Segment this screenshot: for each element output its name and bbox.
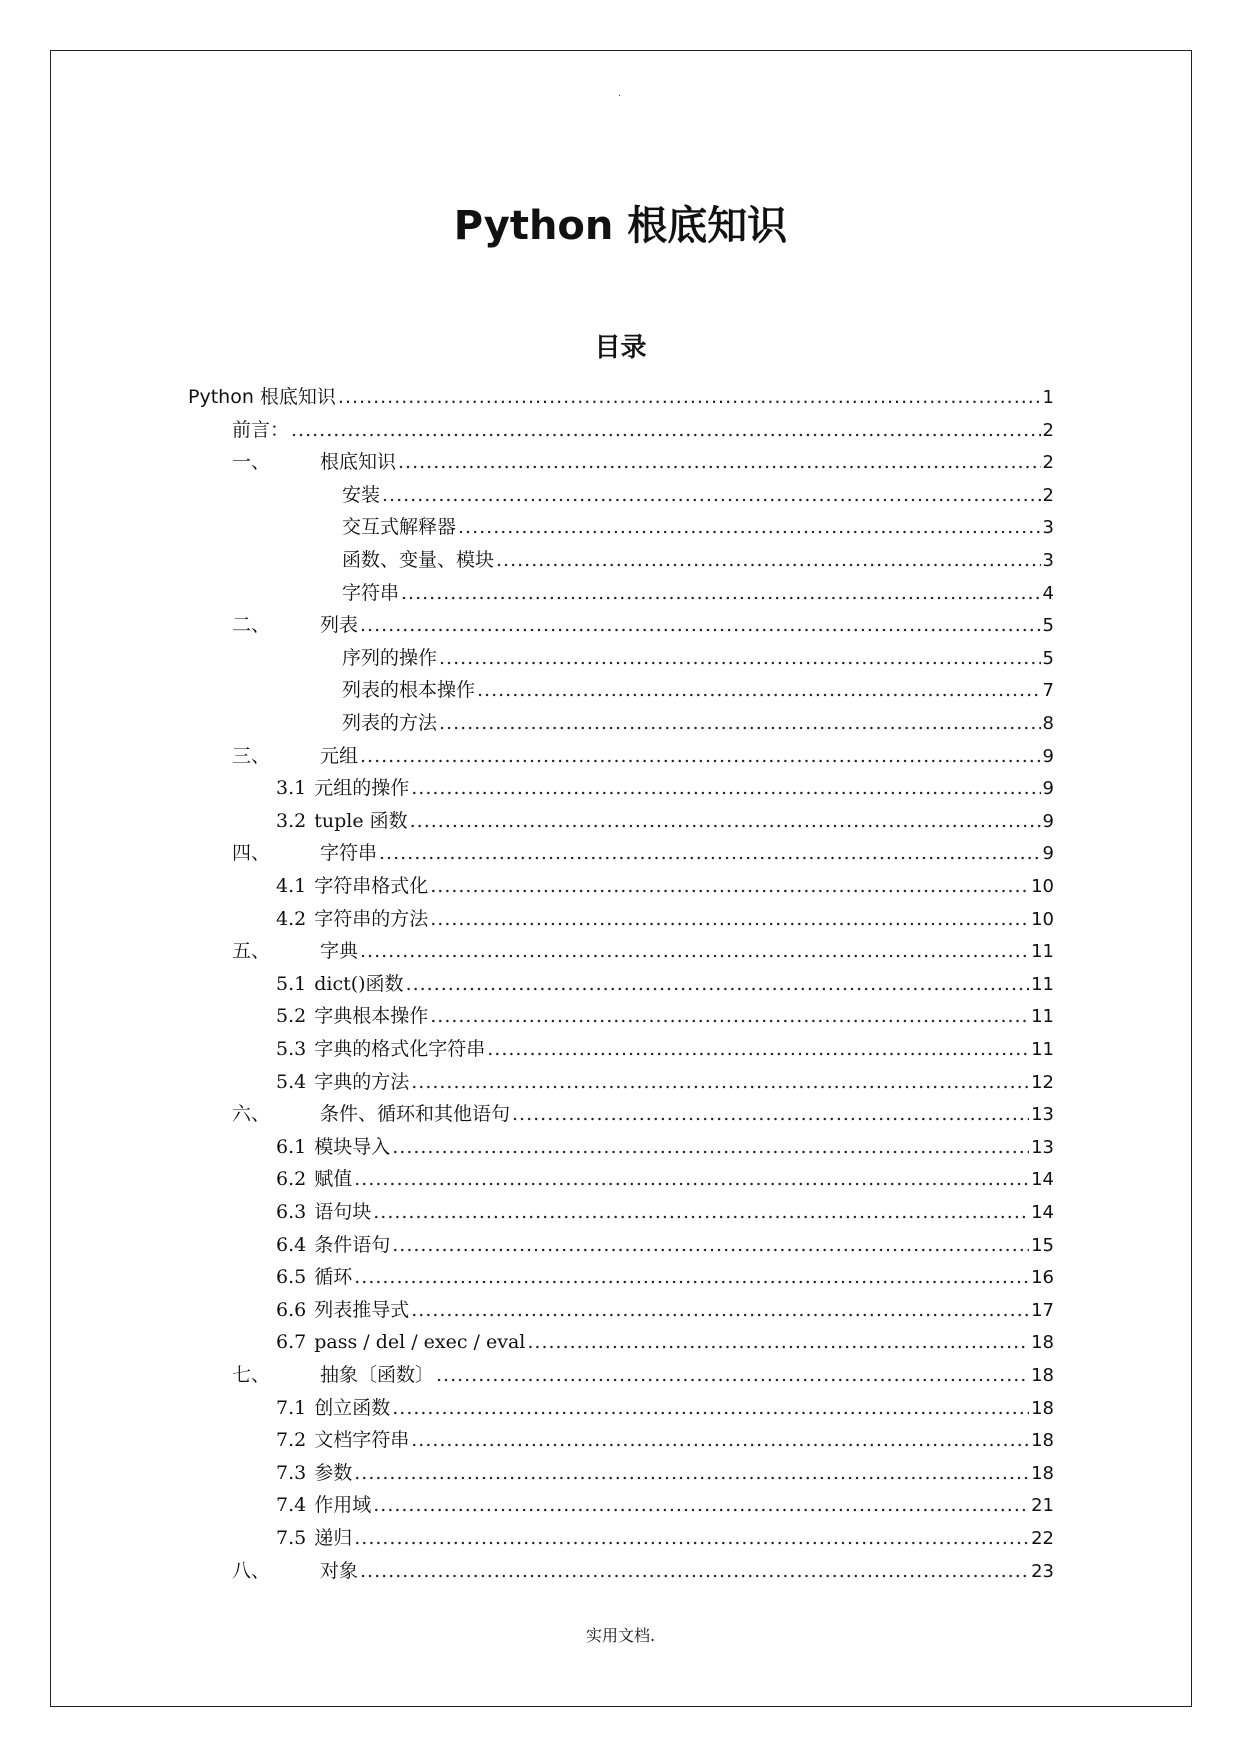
toc-entry-page-number: 18 [1031,1462,1054,1484]
toc-entry-number: 八、 [232,1559,271,1582]
toc-dot-leader [360,935,1029,967]
toc-dot-leader [410,805,1041,837]
toc-dot-leader [373,1196,1029,1228]
toc-entry-page-number: 23 [1031,1560,1054,1582]
toc-entry[interactable] [232,837,1054,869]
toc-entry-title: 递归 [314,1527,353,1549]
toc-entry-title: 字符串 [342,581,400,604]
document-title: Python 根底知识 [453,203,788,249]
toc-entry[interactable] [342,577,1054,609]
toc-entry-title: 抽象〔函数〕 [320,1364,435,1386]
toc-entry-page-number: 4 [1042,582,1054,604]
toc-entry[interactable] [276,1163,1054,1195]
toc-entry-number: 6.3 [276,1201,307,1223]
toc-entry-number: 三、 [232,744,271,767]
toc-entry-title: 列表的方法 [342,712,438,734]
toc-dot-leader [487,1033,1029,1065]
toc-entry[interactable] [276,1033,1054,1065]
toc-dot-leader [430,903,1029,935]
toc-entry-title: 根底知识 [320,451,397,474]
toc-entry-page-number: 10 [1031,876,1054,897]
toc-entry-title: 列表的根本操作 [342,679,476,702]
toc-dot-leader [439,642,1041,674]
toc-entry[interactable] [232,935,1054,967]
toc-entry-page-number: 14 [1031,1169,1054,1191]
toc-entry-number: 6.6 [276,1298,307,1321]
toc-entry-title: 创立函数 [314,1396,391,1419]
toc-entry[interactable] [342,642,1054,674]
toc-dot-leader [354,1261,1029,1293]
toc-dot-leader [411,772,1040,804]
toc-entry-page-number: 2 [1042,452,1054,474]
toc-entry-number: 6.5 [276,1266,307,1289]
toc-entry-title: Python 根底知识 [188,386,336,408]
toc-dot-leader [439,707,1041,739]
toc-entry-title: 字典的格式化字符串 [314,1038,486,1060]
toc-entry-title: 交互式解释器 [342,516,457,539]
toc-dot-leader [406,968,1030,1000]
toc-entry[interactable] [232,446,1054,478]
toc-entry-title: 字典 [320,940,359,963]
toc-entry[interactable] [342,707,1054,739]
toc-dot-leader [392,1131,1029,1163]
toc-entry-number: 7.3 [276,1461,307,1484]
toc-entry-number: 3.2 [276,809,307,832]
toc-entry-page-number: 15 [1031,1234,1054,1256]
toc-entry[interactable] [276,1424,1054,1456]
toc-entry-title: 作用域 [314,1494,372,1517]
toc-dot-leader [496,544,1041,576]
toc-entry-title: pass / del / exec / eval [314,1331,526,1354]
toc-entry-number: 3.1 [276,777,307,800]
toc-entry[interactable] [276,1457,1054,1489]
toc-entry-number: 5.1 [276,972,307,995]
toc-entry-title: dict()函数 [314,972,404,995]
toc-entry-title: 字典根本操作 [314,1005,429,1028]
toc-entry-title: tuple 函数 [314,809,408,832]
toc-entry-number: 7.4 [276,1494,307,1517]
toc-entry[interactable] [276,1489,1054,1521]
toc-entry-page-number: 13 [1031,1104,1054,1126]
toc-entry[interactable] [232,1555,1054,1587]
toc-dot-leader [354,1457,1029,1489]
toc-entry-number: 6.1 [276,1135,307,1158]
toc-entry-title: 前言： [232,418,290,441]
toc-entry-title: 循环 [314,1266,353,1289]
toc-entry-page-number: 13 [1031,1136,1054,1158]
toc-entry[interactable] [232,740,1054,772]
toc-dot-leader [527,1326,1029,1358]
toc-entry-number: 七、 [232,1364,271,1386]
toc-entry-title: 赋值 [314,1168,353,1191]
toc-dot-leader [392,1229,1029,1261]
toc-entry-page-number: 5 [1042,647,1054,669]
toc-entry-title: 函数、变量、模块 [342,549,495,571]
toc-entry-page-number: 1 [1042,387,1054,408]
toc-dot-leader [354,1163,1029,1195]
toc-entry-number: 5.3 [276,1038,307,1060]
toc-entry-page-number: 9 [1042,810,1054,832]
toc-entry-page-number: 9 [1042,843,1054,865]
toc-dot-leader [382,479,1041,511]
toc-entry-page-number: 2 [1042,419,1054,441]
toc-entry-page-number: 21 [1031,1495,1054,1517]
toc-dot-leader [436,1359,1029,1391]
toc-entry[interactable] [276,1326,1054,1358]
toc-entry-title: 列表推导式 [314,1298,410,1321]
toc-entry[interactable] [342,544,1054,576]
toc-entry[interactable] [232,1359,1054,1391]
toc-entry[interactable] [342,479,1054,511]
toc-heading: 目录 [594,333,647,363]
toc-entry-number: 5.4 [276,1070,307,1093]
toc-entry-number: 6.2 [276,1168,307,1191]
toc-entry[interactable] [232,1098,1054,1130]
toc-entry-page-number: 9 [1042,745,1054,767]
toc-entry-page-number: 11 [1031,1006,1054,1028]
toc-entry-page-number: 18 [1031,1430,1054,1452]
toc-entry-title: 对象 [320,1559,359,1582]
toc-entry-page-number: 22 [1031,1528,1054,1549]
toc-entry-page-number: 11 [1031,941,1054,963]
toc-dot-leader [379,837,1041,869]
toc-entry-number: 4.2 [276,907,307,930]
toc-entry-page-number: 3 [1042,550,1054,571]
toc-entry-page-number: 3 [1042,517,1054,539]
toc-dot-leader [430,870,1029,902]
toc-entry[interactable] [276,1000,1054,1032]
toc-entry-number: 7.2 [276,1429,307,1452]
toc-entry-title: 字典的方法 [314,1070,410,1093]
toc-entry[interactable] [342,511,1054,543]
toc-entry-page-number: 8 [1042,713,1054,734]
toc-dot-leader [360,1555,1029,1587]
toc-dot-leader [360,740,1041,772]
toc-entry-page-number: 5 [1042,615,1054,637]
toc-entry-page-number: 10 [1031,908,1054,930]
toc-dot-leader [338,381,1041,413]
toc-entry[interactable] [276,1522,1054,1554]
toc-entry-title: 条件、循环和其他语句 [320,1103,511,1126]
toc-entry-number: 6.4 [276,1233,307,1256]
toc-dot-leader [360,609,1041,641]
toc-entry[interactable] [276,903,1054,935]
toc-entry-page-number: 14 [1031,1202,1054,1223]
toc-dot-leader [477,674,1041,706]
toc-entry-page-number: 18 [1031,1332,1054,1354]
toc-entry-title: 元组的操作 [314,777,410,800]
toc-entry-title: 参数 [314,1461,353,1484]
toc-entry[interactable] [342,674,1054,706]
toc-entry-number: 7.5 [276,1527,307,1549]
toc-entry-title: 列表 [320,614,359,637]
toc-dot-leader [512,1098,1029,1130]
toc-entry-page-number: 11 [1031,1039,1054,1060]
toc-entry-title: 文档字符串 [314,1429,410,1452]
toc-dot-leader [291,414,1041,446]
toc-entry-number: 4.1 [276,875,307,897]
toc-entry-page-number: 11 [1031,973,1054,995]
toc-entry[interactable] [276,1131,1054,1163]
toc-dot-leader [392,1392,1029,1424]
toc-dot-leader [354,1522,1029,1554]
toc-dot-leader [411,1294,1029,1326]
toc-entry-title: 序列的操作 [342,646,438,669]
toc-entry-page-number: 9 [1042,778,1054,800]
toc-entry[interactable] [276,1066,1054,1098]
toc-entry-title: 语句块 [314,1201,372,1223]
toc-dot-leader [398,446,1041,478]
header-mark: · [618,91,622,102]
toc-entry-number: 一、 [232,451,271,474]
toc-entry[interactable] [232,414,1054,446]
page-footer: 实用文档. [585,1626,656,1645]
toc-entry[interactable] [276,1392,1054,1424]
toc-dot-leader [401,577,1041,609]
toc-entry-page-number: 18 [1031,1397,1054,1419]
toc-entry-number: 六、 [232,1103,271,1126]
toc-entry[interactable] [276,1261,1054,1293]
toc-dot-leader [411,1424,1029,1456]
toc-entry[interactable] [276,772,1054,804]
toc-entry-page-number: 17 [1031,1299,1054,1321]
toc-entry-number: 四、 [232,842,271,865]
toc-entry[interactable] [276,1196,1054,1228]
toc-entry-number: 6.7 [276,1331,307,1354]
toc-entry-number: 五、 [232,940,271,963]
toc-entry[interactable] [276,1229,1054,1261]
toc-entry-page-number: 18 [1031,1365,1054,1386]
toc-entry-title: 元组 [320,744,359,767]
toc-entry-number: 7.1 [276,1396,307,1419]
toc-entry-title: 条件语句 [314,1233,391,1256]
toc-entry[interactable] [276,805,1054,837]
toc-dot-leader [458,511,1041,543]
toc-entry[interactable] [188,381,1054,413]
toc-entry[interactable] [276,1294,1054,1326]
toc-entry[interactable] [232,609,1054,641]
toc-entry[interactable] [276,968,1054,1000]
toc-entry-page-number: 7 [1042,680,1054,702]
toc-entry-page-number: 2 [1042,484,1054,506]
toc-entry[interactable] [276,870,1054,902]
toc-entry-page-number: 12 [1031,1071,1054,1093]
toc-dot-leader [411,1066,1029,1098]
toc-entry-title: 字符串的方法 [314,907,429,930]
toc-dot-leader [373,1489,1029,1521]
toc-entry-number: 二、 [232,614,271,637]
toc-entry-title: 字符串格式化 [314,875,429,897]
toc-entry-title: 模块导入 [314,1135,391,1158]
toc-entry-page-number: 16 [1031,1267,1054,1289]
toc-dot-leader [430,1000,1029,1032]
toc-entry-title: 字符串 [320,842,378,865]
toc-entry-number: 5.2 [276,1005,307,1028]
toc-entry-title: 安装 [342,483,381,506]
